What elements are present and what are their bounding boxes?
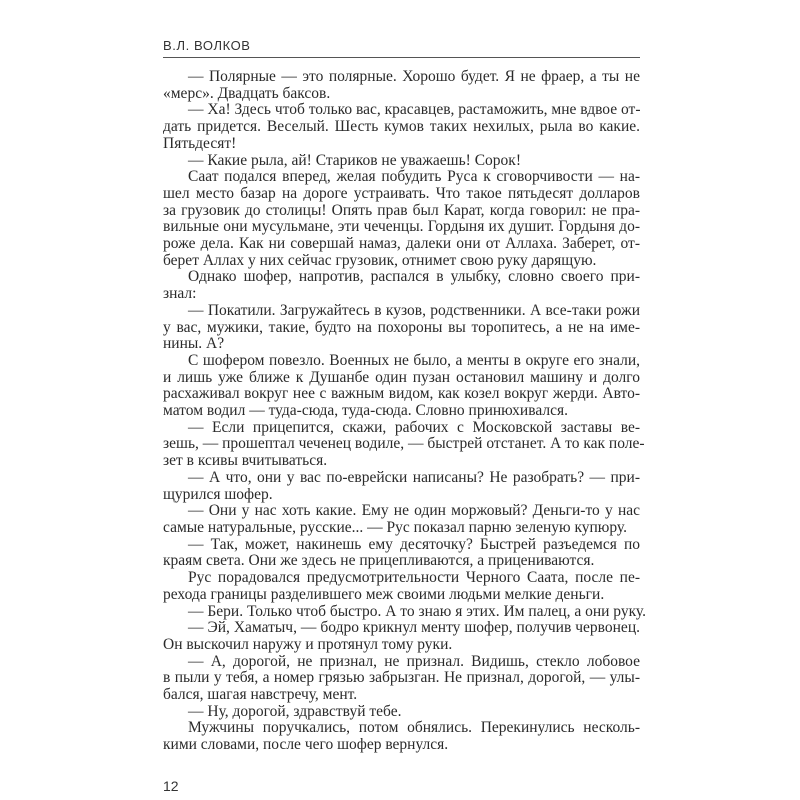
text-line: за грузовик до столицы! Опять прав был Карат, когда говорил: не пра- bbox=[163, 201, 640, 219]
text-line: знал: bbox=[163, 285, 197, 303]
text-line: и лишь уже ближе к Душанбе один пузан остановил машину и долго bbox=[163, 368, 640, 386]
paragraph bbox=[163, 353, 640, 420]
text-line: — Эй, Хаматыч, — бодро крикнул менту шофер, получив червонец. bbox=[188, 619, 640, 637]
text-line: Саат подался вперед, желая побудить Руса к сговорчивости — на- bbox=[188, 168, 640, 186]
paragraph bbox=[163, 303, 640, 353]
text-line: матом водил — туда-сюда, туда-сюда. Словно принюхивался. bbox=[163, 402, 568, 420]
paragraph bbox=[163, 503, 640, 536]
running-header-author: В.Л. ВОЛКОВ bbox=[163, 38, 251, 53]
text-line: — Они у нас хоть какие. Ему не один моржовый? Деньги-то у нас bbox=[188, 502, 640, 520]
page-number: 12 bbox=[163, 778, 179, 794]
text-line: С шофером повезло. Военных не было, а менты в округе его знали, bbox=[188, 351, 640, 369]
text-line: вильные они мусульмане, эти чеченцы. Гордыня их душит. Гордыня до- bbox=[163, 218, 640, 236]
text-line: зет в ксивы вчитываться. bbox=[163, 452, 328, 470]
text-line: зешь, — прошептал чеченец водиле, — быстрей отстанет. А то как поле- bbox=[163, 435, 645, 453]
text-line: дать придется. Веселый. Шесть кумов таких нехилых, рыла во какие. bbox=[163, 118, 640, 136]
text-line: Рус порадовался предусмотрительности Черного Саата, после пе- bbox=[188, 569, 640, 587]
text-line: краям света. Они же здесь не прицепливаются, а прицениваются. bbox=[163, 552, 595, 570]
paragraph bbox=[163, 720, 640, 753]
text-line: кими словами, после чего шофер вернулся. bbox=[163, 736, 449, 754]
text-line: у вас, мужики, такие, будто на похороны вы торопитесь, а не на име- bbox=[163, 318, 640, 336]
paragraph bbox=[163, 418, 645, 470]
paragraph bbox=[163, 153, 640, 170]
paragraph bbox=[163, 470, 640, 503]
text-line: щурился шофер. bbox=[163, 485, 273, 503]
text-line: — Так, может, накинешь ему десяточку? Быстрей разъедемся по bbox=[188, 535, 640, 553]
paragraph bbox=[163, 102, 640, 152]
text-line: в пыли у тебя, а номер грязью забрызган. Не признал, дорогой, — улы- bbox=[163, 669, 640, 687]
text-line: нины. А? bbox=[163, 335, 225, 353]
header-rule bbox=[163, 57, 640, 58]
text-line: расхаживал вокруг нее с важным видом, как козел вокруг жерди. Авто- bbox=[163, 385, 640, 403]
text-line: Пятьдесят! bbox=[163, 134, 237, 152]
text-line: — Ну, дорогой, здравствуй тебе. bbox=[188, 702, 402, 720]
text-line: — Бери. Только чтоб быстро. А то знаю я этих. Им палец, а они руку. bbox=[188, 602, 646, 620]
text-line: — Ха! Здесь чтоб только вас, красавцев, растаможить, мне вдвое от- bbox=[188, 101, 641, 119]
text-line: — Какие рыла, ай! Стариков не уважаешь! Сорок! bbox=[188, 151, 522, 169]
page-body-text bbox=[163, 68, 646, 754]
text-line: рехода границы разделившего меж своими людьми мелкие деньги. bbox=[163, 585, 605, 603]
text-line: «мерс». Двадцать баксов. bbox=[163, 84, 331, 102]
text-line: — А что, они у вас по-еврейски написаны? Не разобрать? — при- bbox=[188, 468, 640, 486]
text-line: самые натуральные, русские... — Рус показал парню зеленую купюру. bbox=[163, 518, 628, 536]
text-line: Мужчины поручкались, потом обнялись. Перекинулись несколь- bbox=[188, 719, 640, 737]
text-line: Он выскочил наружу и протянул тому руки. bbox=[163, 635, 453, 653]
paragraph bbox=[163, 269, 640, 302]
text-line: роже дела. Как ни совершай намаз, далеки они от Аллаха. Заберет, от- bbox=[163, 235, 640, 253]
text-line: Однако шофер, напротив, распался в улыбку, словно своего при- bbox=[188, 268, 640, 286]
text-line: — Если прицепится, скажи, рабочих с Московской заставы ве- bbox=[188, 418, 640, 436]
text-line: — Покатили. Загружайтесь в кузов, родственники. А все-таки рожи bbox=[188, 301, 640, 319]
paragraph bbox=[163, 654, 640, 704]
paragraph bbox=[163, 69, 640, 102]
text-line: бался, шагая навстречу, мент. bbox=[163, 686, 358, 704]
paragraph bbox=[163, 537, 640, 570]
paragraph bbox=[163, 602, 646, 621]
text-line: — А, дорогой, не признал, не признал. Видишь, стекло лобовое bbox=[188, 652, 640, 670]
text-line: берет Аллах у них сейчас грузовик, отнимет свою руку дарящую. bbox=[163, 251, 597, 269]
text-line: — Полярные — это полярные. Хорошо будет. Я не фраер, а ты не bbox=[188, 68, 640, 85]
paragraph bbox=[163, 704, 640, 721]
paragraph bbox=[163, 570, 640, 603]
paragraph bbox=[163, 169, 640, 269]
paragraph bbox=[163, 620, 640, 653]
text-line: шел место базар на дороге устраивать. Что такое пятьдесят долларов bbox=[163, 184, 640, 202]
